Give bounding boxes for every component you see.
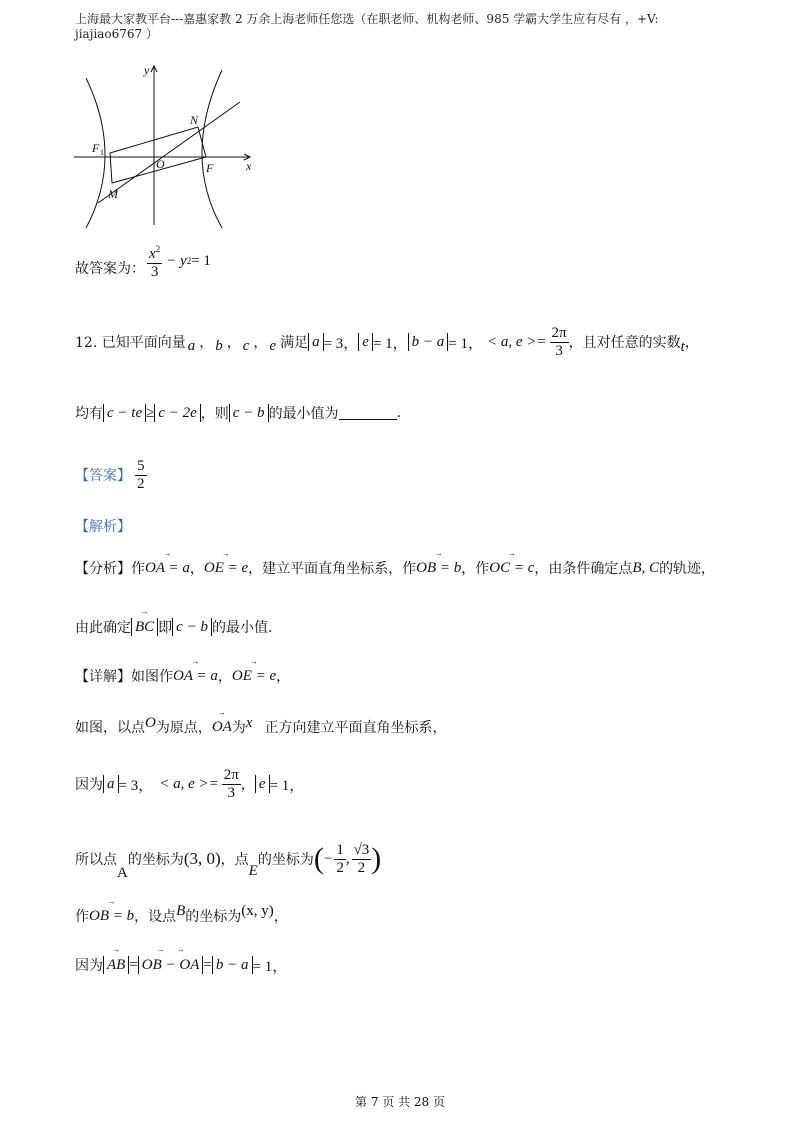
because-num: 2π	[223, 766, 239, 783]
coords-c: ，点	[220, 852, 249, 868]
origin-d: 正方向建立平面直角坐标系，	[264, 720, 447, 736]
fenxi-line2a: 由此确定	[75, 620, 131, 636]
origin-b: 为原点，	[155, 720, 212, 736]
label-x: x	[246, 159, 252, 173]
abs-c-minus-b-2: c − b	[172, 618, 212, 636]
answer-11	[75, 240, 211, 282]
abs-e-2: e	[255, 775, 270, 793]
ob-a: 作	[75, 909, 89, 925]
fenxi-tag: 【分析】作	[75, 561, 145, 577]
fenxi-line2b: 即	[158, 620, 173, 636]
abs-a: a	[308, 333, 324, 351]
angle-den: 3	[555, 342, 563, 359]
abs-b-minus-a: b − a	[408, 333, 449, 351]
sep: ，	[217, 669, 232, 685]
ge-sign: ≥	[146, 404, 155, 421]
line-mn	[98, 102, 240, 203]
ab-eq: =	[129, 956, 138, 973]
coord-n2: √3	[353, 841, 370, 858]
paren-close: )	[371, 842, 382, 875]
abs-c-minus-2e: c − 2e	[154, 404, 200, 422]
answer-num: 5	[137, 457, 145, 474]
var-b: b	[215, 337, 223, 354]
paren-open: (	[313, 842, 324, 875]
ab-end: = 1，	[252, 958, 288, 975]
because-den: 3	[227, 784, 236, 801]
answer-11-eq: = 1	[191, 252, 211, 269]
label-m: M	[108, 187, 118, 201]
ab-line	[75, 945, 288, 979]
eq1b: = 1，	[448, 335, 484, 352]
answer-11-rest: − y	[166, 252, 187, 269]
then: ，则	[200, 406, 229, 422]
x-axis-label: x	[245, 714, 253, 731]
eq1: = 1，	[372, 335, 408, 352]
answer-den: 2	[137, 475, 145, 492]
coord-minus: −	[323, 850, 333, 867]
analysis-tag: 【解析】	[75, 519, 131, 535]
abs-c-minus-te: c − te	[103, 404, 146, 422]
abs-a-2: a	[103, 775, 119, 793]
label-o: O	[156, 157, 165, 171]
label-y: y	[144, 63, 150, 77]
var-t: t	[680, 338, 685, 355]
problem-12-line-1: 12. 已知平面向量 a ， b ， c ， e 满足 a = 3， e = 1， b − a = 1， < a, e >= $\frac{2\pi}{3}$ ，且对任意的实数 t ，	[75, 324, 699, 359]
var-e: e	[269, 337, 277, 354]
coords-b: 的坐标为	[127, 852, 184, 868]
angle-num: 2π	[551, 324, 567, 341]
abs-b-minus-a-2: b − a	[212, 956, 253, 974]
vec-ob-eq: → OB = b	[416, 548, 462, 576]
because-a: 因为	[75, 777, 103, 793]
satisfy: 满足	[280, 335, 309, 351]
problem-12-line-2	[75, 400, 401, 426]
abs-vec-diff: → → OB − OA	[138, 956, 204, 974]
fenxi-t4: 的轨迹，	[659, 561, 716, 577]
vec-oa-eq-2: → OA = a	[173, 656, 218, 684]
coord-comma: ,	[345, 850, 350, 867]
var-c: c	[242, 337, 250, 354]
abs-e: e	[358, 333, 373, 351]
var-a: a	[187, 337, 196, 354]
ob-c: 的坐标为	[185, 909, 242, 925]
fenxi-t3: ，由条件确定点	[534, 561, 633, 577]
coord-d2: 2	[357, 859, 366, 876]
page-footer: 第 7 页 共 28 页	[355, 1095, 445, 1109]
abs-vec-bc: → BC	[131, 618, 158, 636]
coord-a: (3, 0)	[183, 849, 221, 868]
header-line-1: 上海最大家教平台---嘉惠家教 2 万余上海老师任您选（在职老师、机构老师、985 学霸大学生应有尽有 ，+V:	[75, 12, 659, 26]
vec-oe-eq: → OE = e	[203, 548, 249, 576]
fenxi-t1: ，建立平面直角坐标系，作	[248, 561, 417, 577]
origin-a: 如图，以点	[75, 720, 145, 736]
answer-blank	[339, 407, 397, 420]
fenxi-line-1: 【分析】作 → OA = a ， → OE = e ，建立平面直角坐标系，作 → OB = b ，作 → OC = c ，由条件确定点 B, C 的轨迹，	[75, 548, 716, 577]
ob-line	[75, 896, 288, 930]
dot: .	[396, 405, 402, 421]
angle-ae-2: < a, e >=	[159, 775, 219, 792]
label-f1-sub: 1	[100, 148, 104, 157]
because-eq1: = 1，	[269, 777, 305, 794]
xiangjie-tag: 【详解】如图作	[75, 669, 173, 685]
origin-c: 为	[231, 720, 246, 736]
ask: 的最小值为	[268, 406, 339, 422]
point-e: E	[248, 862, 258, 879]
comma: ，	[684, 335, 699, 351]
coord-xy: (x, y)	[241, 902, 274, 919]
point-a: A	[117, 864, 128, 881]
answer-11-num: x	[149, 246, 156, 262]
answer-12	[75, 455, 147, 495]
because-eq3: = 3，	[118, 777, 154, 794]
fenxi-line2c: 的最小值.	[211, 620, 273, 636]
xiangjie-line	[75, 656, 291, 689]
label-f1: F	[92, 141, 100, 155]
answer-11-prefix: 故答案为：	[75, 261, 145, 277]
because-comma: ，	[240, 777, 255, 793]
header-line-2: jiajiao6767 ）	[75, 27, 159, 41]
points-bc: B, C	[632, 559, 660, 576]
because-line	[75, 763, 304, 805]
eq3: = 3，	[323, 335, 359, 352]
answer-tag: 【答案】	[75, 468, 131, 484]
coords-line	[75, 836, 381, 882]
abs-c-minus-b: c − b	[229, 404, 269, 422]
coord-n1: 1	[336, 841, 344, 858]
end: ，	[276, 669, 291, 685]
answer-11-num-sup: 2	[155, 244, 161, 254]
vec-oa-eq: → OA = a	[145, 548, 190, 576]
ab-eq2: =	[203, 956, 212, 973]
coord-d1: 2	[336, 859, 344, 876]
coords-a: 所以点	[75, 852, 117, 868]
point-b: B	[176, 902, 186, 919]
vec-oe-eq-2: → OE = e	[231, 656, 277, 684]
coords-d: 的坐标为	[257, 852, 314, 868]
and-any: ，且对任意的实数	[568, 335, 681, 351]
line2-prefix: 均有	[75, 406, 103, 422]
hyperbola-figure	[72, 60, 262, 230]
origin-line	[75, 707, 447, 742]
problem-12-number: 12. 已知平面向量	[75, 335, 186, 351]
abs-vec-ab: → AB	[103, 956, 129, 974]
answer-11-rest-sup: 2	[186, 256, 192, 266]
ab-a: 因为	[75, 958, 103, 974]
vec-ob-eq-2: → OB = b	[89, 896, 135, 924]
fenxi-t2: ，作	[461, 561, 490, 577]
ob-d: ，	[273, 909, 288, 925]
vec-oa: → OA	[211, 707, 232, 735]
hyperbola-right-branch	[202, 70, 222, 228]
point-o: O	[145, 714, 156, 731]
vec-oc-eq: → OC = c	[489, 548, 535, 576]
label-n: N	[190, 113, 199, 127]
fenxi-line-2	[75, 607, 273, 640]
label-f: F	[206, 161, 214, 175]
ob-b: ，设点	[134, 909, 177, 925]
angle-ae: < a, e >=	[487, 333, 547, 350]
answer-11-den: 3	[150, 264, 159, 280]
